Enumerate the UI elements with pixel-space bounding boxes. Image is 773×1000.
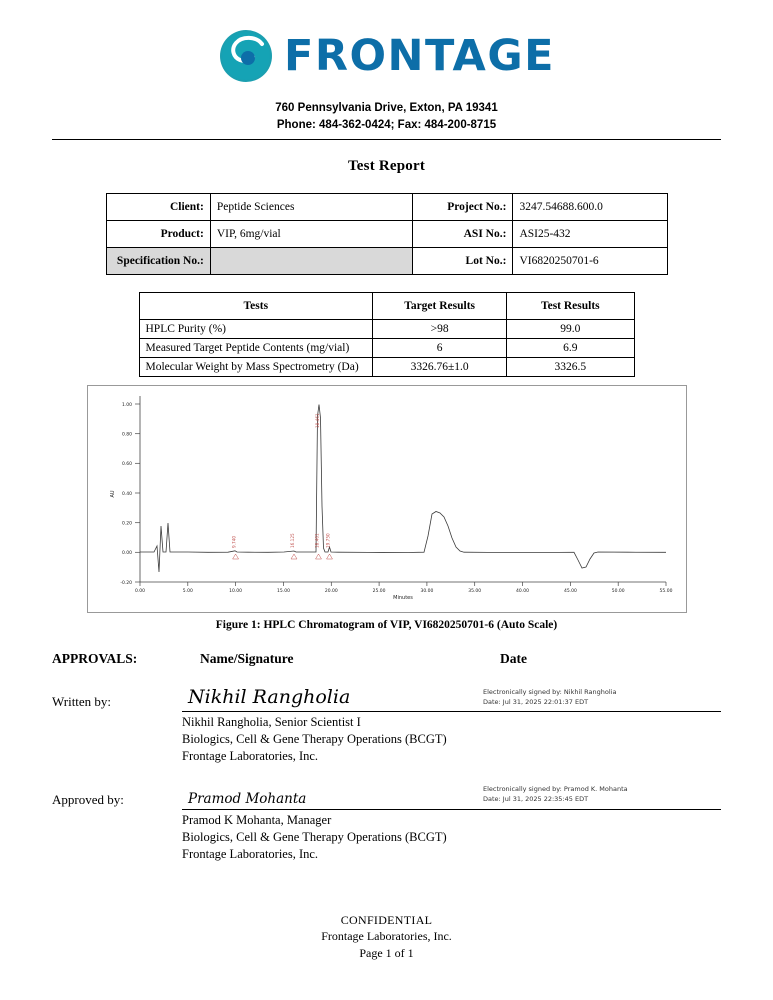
written-by-row	[52, 677, 721, 712]
column-header-tests: Tests	[139, 293, 373, 320]
svg-text:AU: AU	[109, 490, 116, 498]
table-row	[106, 221, 667, 248]
written-by-signature-area	[182, 677, 721, 712]
approved-by-signature-area	[182, 775, 721, 810]
page-title: Test Report	[347, 158, 426, 175]
table-row	[106, 194, 667, 221]
written-by-esign-line-2: Date: Jul 31, 2025 22:01:37 EDT	[483, 697, 589, 706]
svg-text:0.80: 0.80	[121, 432, 132, 438]
approvals-header	[52, 651, 721, 667]
svg-text:19.750: 19.750	[325, 533, 330, 549]
written-by-signature: Nikhil Rangholia	[188, 686, 351, 709]
table-header-row	[139, 293, 634, 320]
svg-text:5.00: 5.00	[182, 589, 193, 595]
logo-wordmark: FRONTAGE	[284, 30, 555, 81]
svg-text:25.00: 25.00	[372, 589, 386, 595]
project-value: 3247.54688.600.0	[513, 194, 667, 221]
svg-text:0.00: 0.00	[134, 589, 145, 595]
svg-text:0.00: 0.00	[121, 551, 132, 557]
svg-text:0.20: 0.20	[121, 521, 132, 527]
company-logo	[52, 0, 721, 84]
svg-text:18.461: 18.461	[314, 533, 319, 549]
test-target: 3326.76±1.0	[373, 358, 507, 377]
client-value: Peptide Sciences	[210, 194, 412, 221]
svg-text:45.00: 45.00	[563, 589, 577, 595]
svg-text:1.00: 1.00	[121, 403, 132, 409]
svg-text:0.40: 0.40	[121, 492, 132, 498]
svg-text:Minutes: Minutes	[392, 595, 413, 602]
svg-text:55.00: 55.00	[659, 589, 672, 595]
test-name: Molecular Weight by Mass Spectrometry (Da)	[139, 358, 373, 377]
chromatogram-figure	[87, 385, 687, 631]
lot-value: VI6820250701-6	[513, 248, 667, 275]
test-result: 99.0	[507, 320, 634, 339]
product-label: Product:	[106, 221, 210, 248]
frontage-swirl-icon	[218, 28, 274, 84]
approvals-column-date: Date	[500, 651, 527, 667]
table-row	[139, 320, 634, 339]
page-number: Page 1 of 1	[359, 946, 414, 961]
company-address	[52, 100, 721, 133]
test-target: 6	[373, 339, 507, 358]
approved-by-details	[182, 810, 721, 863]
svg-text:35.00: 35.00	[467, 589, 481, 595]
approved-by-company: Frontage Laboratories, Inc.	[182, 846, 319, 861]
written-by-esign-line-1: Electronically signed by: Nikhil Rangholia	[483, 687, 617, 696]
project-label: Project No.:	[412, 194, 513, 221]
approved-by-row	[52, 775, 721, 810]
asi-label: ASI No.:	[412, 221, 513, 248]
table-row	[139, 358, 634, 377]
approved-by-name: Pramod K Mohanta, Manager	[182, 812, 332, 827]
table-row	[139, 339, 634, 358]
svg-text:-0.20: -0.20	[119, 581, 132, 587]
confidential-label: CONFIDENTIAL	[340, 912, 433, 927]
column-header-test-results: Test Results	[507, 293, 634, 320]
svg-text:18.461: 18.461	[314, 413, 320, 429]
chromatogram-svg	[88, 386, 686, 612]
svg-text:16.125: 16.125	[289, 533, 295, 549]
svg-text:40.00: 40.00	[515, 589, 529, 595]
table-row	[106, 248, 667, 275]
written-by-label: Written by:	[52, 694, 112, 710]
test-result: 6.9	[507, 339, 634, 358]
asi-value: ASI25-432	[513, 221, 667, 248]
written-by-name: Nikhil Rangholia, Senior Scientist I	[182, 715, 361, 730]
approved-by-signature: Pramod Mohanta	[188, 790, 307, 807]
test-name: Measured Target Peptide Contents (mg/vial)	[139, 339, 373, 358]
approved-by-esign-line-1: Electronically signed by: Pramod K. Mohanta	[483, 785, 628, 794]
figure-caption: Figure 1: HPLC Chromatogram of VIP, VI6820250701-6 (Auto Scale)	[215, 619, 558, 632]
chromatogram-plot	[87, 385, 687, 613]
test-result: 3326.5	[507, 358, 634, 377]
approvals-heading: APPROVALS:	[52, 651, 138, 667]
written-by-esignature-stamp	[483, 688, 713, 708]
approved-by-department: Biologics, Cell & Gene Therapy Operations (BCGT)	[182, 829, 447, 844]
address-line-2: Phone: 484-362-0424; Fax: 484-200-8715	[276, 118, 497, 131]
approved-by-esignature-stamp	[483, 785, 713, 805]
written-by-details	[182, 712, 721, 765]
product-value: VIP, 6mg/vial	[210, 221, 412, 248]
column-header-target-results: Target Results	[373, 293, 507, 320]
svg-text:9.740: 9.740	[231, 536, 237, 549]
test-name: HPLC Purity (%)	[139, 320, 373, 339]
specification-value	[210, 248, 412, 275]
svg-text:30.00: 30.00	[419, 589, 433, 595]
written-by-company: Frontage Laboratories, Inc.	[182, 749, 319, 764]
svg-text:50.00: 50.00	[611, 589, 625, 595]
written-by-department: Biologics, Cell & Gene Therapy Operations (BCGT)	[182, 732, 447, 747]
page-footer	[0, 912, 773, 962]
report-info-table	[106, 193, 668, 275]
client-label: Client:	[106, 194, 210, 221]
address-line-1: 760 Pennsylvania Drive, Exton, PA 19341	[275, 102, 498, 114]
tests-results-table	[139, 292, 635, 377]
approvals-column-signature: Name/Signature	[200, 651, 294, 667]
lot-label: Lot No.:	[412, 248, 513, 275]
test-target: >98	[373, 320, 507, 339]
approved-by-block	[52, 775, 721, 863]
approved-by-label: Approved by:	[52, 791, 124, 807]
written-by-block	[52, 677, 721, 765]
svg-text:0.60: 0.60	[121, 462, 132, 468]
svg-text:20.00: 20.00	[324, 589, 338, 595]
header-divider	[52, 139, 721, 140]
footer-company: Frontage Laboratories, Inc.	[321, 929, 452, 944]
svg-text:15.00: 15.00	[276, 589, 290, 595]
approved-by-esign-line-2: Date: Jul 31, 2025 22:35:45 EDT	[483, 795, 589, 804]
svg-text:10.00: 10.00	[228, 589, 242, 595]
specification-label: Specification No.:	[106, 248, 210, 275]
